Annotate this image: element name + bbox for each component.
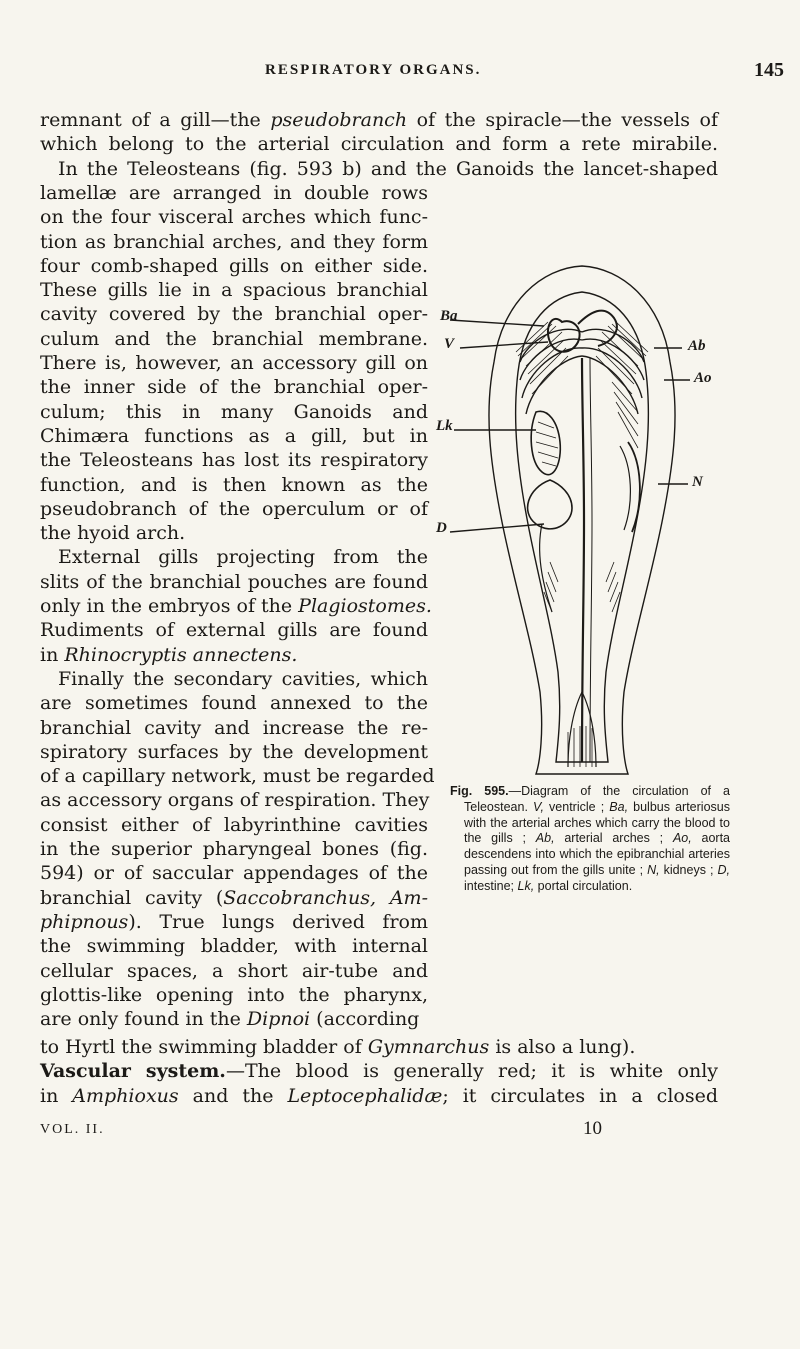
text-line: of a capillary network, must be regarded xyxy=(40,765,435,788)
text-line: External gills projecting from the xyxy=(58,546,428,569)
text-line: which belong to the arterial circulation and form a rete mirabile. xyxy=(40,133,718,156)
label-d: D xyxy=(436,520,447,536)
text-line: culum and the branchial membrane. xyxy=(40,327,428,350)
text-line: Vascular system.—The blood is generally red; it is white only xyxy=(40,1060,719,1083)
text-line: remnant of a gill—the pseudobranch of the spiracle—the vessels of xyxy=(40,109,718,131)
text-line: only in the embryos of the Plagiostomes. xyxy=(40,595,432,618)
text-line: to Hyrtl the swimming bladder of Gymnarchus is also a lung). xyxy=(40,1036,636,1058)
text-line: There is, however, an accessory gill on xyxy=(40,352,428,375)
text-line: as accessory organs of respiration. They xyxy=(40,789,430,812)
text-line: the hyoid arch. xyxy=(40,522,186,545)
label-lk: Lk xyxy=(436,418,453,434)
text-line: culum; this in many Ganoids and xyxy=(40,400,428,423)
text-line: lamellæ are arranged in double rows xyxy=(40,182,428,204)
fish-circulation-drawing xyxy=(432,262,732,782)
text-line: the Teleosteans has lost its respiratory xyxy=(40,449,428,472)
aorta-descendens xyxy=(582,358,584,762)
label-ba: Ba xyxy=(440,308,458,324)
text-line: tion as branchial arches, and they form xyxy=(40,230,428,253)
text-line: These gills lie in a spacious branchial xyxy=(40,279,428,302)
text-line: Chimæra functions as a gill, but in xyxy=(40,424,428,447)
text-line: Rudiments of external gills are found xyxy=(40,619,428,642)
text-line: are only found in the Dipnoi (according xyxy=(40,1008,420,1031)
text-line: In the Teleosteans (fig. 593 b) and the Ganoids the lancet-shaped xyxy=(58,157,718,180)
page-number: 145 xyxy=(754,59,784,81)
text-line: on the four visceral arches which func- xyxy=(40,206,428,229)
body-text-bottom xyxy=(40,1035,718,1108)
label-v: V xyxy=(444,336,455,352)
text-line: cavity covered by the branchial oper- xyxy=(40,303,428,326)
text-line: pseudobranch of the operculum or of xyxy=(40,497,428,520)
caption-text: Fig. 595.—Diagram of the circulation of a Teleostean. V, ventricle ; Ba, bulbus arteriosus with the arterial arches which carry the blood to the gills ; Ab, arterial arches ; Ao, aorta descendens into which the epibranchial arteries passing out from the gills unite ; N, kidneys ; D, intestine; Lk, portal circulation. xyxy=(450,784,730,893)
text-line: in the superior pharyngeal bones (fig. xyxy=(40,838,428,861)
label-ab: Ab xyxy=(688,338,706,354)
label-ao: Ao xyxy=(694,370,712,386)
text-line: branchial cavity and increase the re- xyxy=(40,716,428,739)
footer-volume: VOL. II. xyxy=(40,1122,105,1137)
arterial-arch xyxy=(526,356,582,414)
text-line: slits of the branchial pouches are found xyxy=(40,570,428,593)
figure-caption xyxy=(450,784,730,895)
text-line: in Rhinocryptis annectens. xyxy=(40,643,298,666)
running-title: RESPIRATORY ORGANS. xyxy=(265,62,482,78)
text-line: glottis-like opening into the pharynx, xyxy=(40,983,428,1006)
text-line: function, and is then known as the xyxy=(40,473,428,496)
text-line: the inner side of the branchial oper- xyxy=(40,376,428,399)
text-line: are sometimes found annexed to the xyxy=(40,692,428,715)
text-line: consist either of labyrinthine cavities xyxy=(40,813,428,836)
text-line: spiratory surfaces by the development xyxy=(40,740,428,763)
text-line: in Amphioxus and the Leptocephalidæ; it circulates in a closed xyxy=(40,1084,718,1107)
label-n: N xyxy=(692,474,703,490)
kidney xyxy=(620,446,630,530)
body-text-top xyxy=(40,108,718,181)
text-line: phipnous). True lungs derived from xyxy=(40,910,428,933)
footer-signature: 10 xyxy=(583,1118,602,1139)
ventricle xyxy=(548,319,580,352)
text-line: Finally the secondary cavities, which xyxy=(58,667,428,690)
intestine xyxy=(528,480,572,529)
circulation-diagram xyxy=(432,262,732,782)
running-head xyxy=(0,59,800,86)
section-heading: Vascular system. xyxy=(40,1060,226,1083)
text-line: 594) or of saccular appendages of the xyxy=(40,862,428,885)
text-line: four comb-shaped gills on either side. xyxy=(40,254,428,277)
text-line: branchial cavity (Saccobranchus, Am- xyxy=(40,886,428,909)
text-line: the swimming bladder, with internal xyxy=(40,935,428,958)
portal-circulation xyxy=(531,411,560,474)
text-line: cellular spaces, a short air-tube and xyxy=(40,959,428,982)
